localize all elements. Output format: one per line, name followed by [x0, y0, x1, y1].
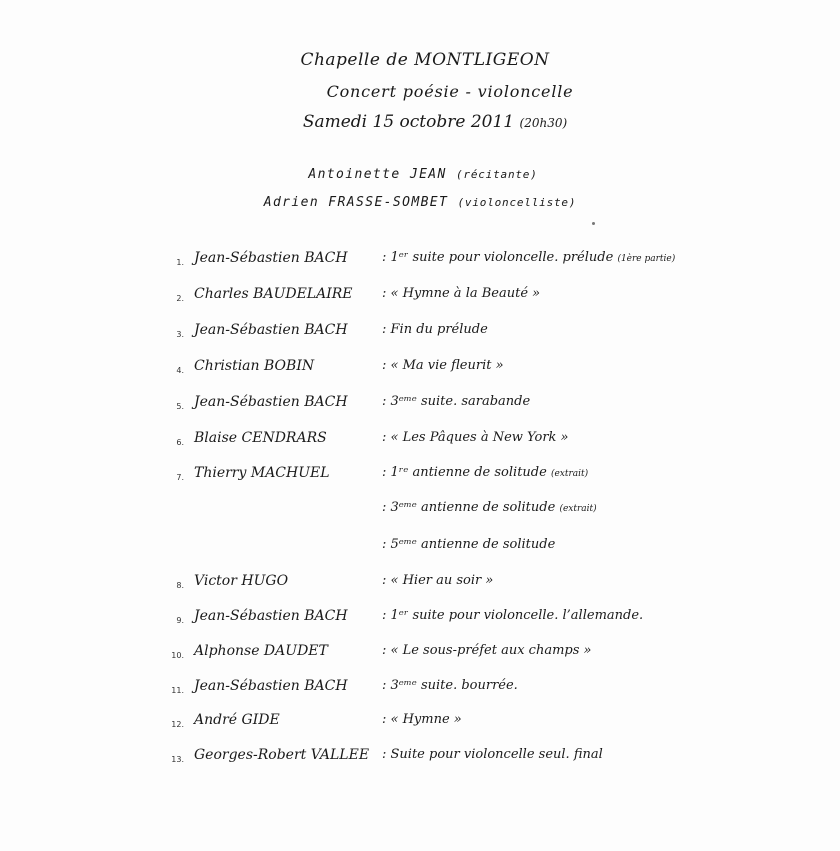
item-number: 5.: [176, 402, 184, 411]
item-number: 13.: [171, 755, 184, 764]
program-item: [0, 608, 840, 634]
program-item: [0, 394, 840, 420]
program-item: [0, 500, 840, 526]
item-author: Jean-Sébastien BACH: [194, 250, 348, 266]
item-number: 12.: [171, 720, 184, 729]
item-author: André GIDE: [194, 712, 280, 728]
performer-name: Antoinette JEAN: [308, 167, 447, 182]
item-note: (1ère partie): [617, 254, 676, 264]
program-item: [0, 322, 840, 348]
item-note: (extrait): [559, 504, 597, 514]
item-work: : « Hymne à la Beauté »: [382, 286, 541, 301]
item-work: : 1ʳᵉ antienne de solitude: [382, 465, 547, 480]
program-item: [0, 250, 840, 276]
item-work: : 5ᵉᵐᵉ antienne de solitude: [382, 537, 556, 552]
item-work-wrap: [382, 286, 540, 301]
item-author: Jean-Sébastien BACH: [194, 608, 348, 624]
item-work: : « Hier au soir »: [382, 573, 494, 588]
item-number: 4.: [176, 366, 184, 375]
item-number: 9.: [176, 616, 184, 625]
item-work-wrap: [382, 608, 643, 623]
item-work: : « Ma vie fleurit »: [382, 358, 504, 373]
date-text: Samedi 15 octobre 2011: [302, 112, 515, 132]
item-work: : « Le sous-préfet aux champs »: [382, 643, 592, 658]
program-item: [0, 430, 840, 456]
item-work-wrap: [382, 250, 675, 265]
program-item: [0, 573, 840, 599]
performer-role: (violoncelliste): [457, 196, 577, 209]
item-work-wrap: [382, 430, 569, 445]
performer-name: Adrien FRASSE-SOMBET: [263, 195, 449, 210]
time-text: (20h30): [519, 116, 568, 130]
program-item: [0, 678, 840, 704]
item-work: : 1ᵉʳ suite pour violoncelle. prélude: [382, 250, 614, 265]
item-note: (extrait): [550, 469, 589, 479]
item-work: : « Hymne »: [382, 712, 462, 727]
item-author: Jean-Sébastien BACH: [194, 322, 348, 338]
item-work: : Suite pour violoncelle seul. final: [382, 747, 603, 762]
item-author: Jean-Sébastien BACH: [194, 678, 348, 694]
concert-subtitle: Concert poésie - violoncelle: [326, 82, 574, 101]
item-work: : 3ᵉᵐᵉ antienne de solitude: [382, 500, 556, 515]
performer-2: [0, 195, 840, 210]
speck-mark: [592, 222, 595, 225]
program-item: [0, 537, 840, 563]
item-work-wrap: [382, 678, 518, 693]
item-author: Christian BOBIN: [194, 358, 315, 374]
item-number: 10.: [171, 651, 184, 660]
program-item: [0, 286, 840, 312]
program-item: [0, 712, 840, 738]
item-work: : 1ᵉʳ suite pour violoncelle. l’allemande.: [382, 608, 644, 623]
item-work-wrap: [382, 537, 555, 552]
item-author: Blaise CENDRARS: [194, 430, 327, 446]
item-work: : 3ᵉᵐᵉ suite. sarabande: [382, 394, 531, 409]
item-work: : Fin du prélude: [382, 322, 488, 337]
item-work-wrap: [382, 500, 597, 515]
item-number: 1.: [176, 258, 184, 267]
item-number: 7.: [176, 473, 184, 482]
item-work-wrap: [382, 747, 603, 762]
item-work-wrap: [382, 573, 493, 588]
item-work: : « Les Pâques à New York »: [382, 430, 569, 445]
program-item: [0, 465, 840, 491]
item-work-wrap: [382, 394, 530, 409]
performer-role: (récitante): [455, 168, 538, 181]
concert-date: [0, 112, 840, 132]
item-work-wrap: [382, 322, 488, 337]
program-item: [0, 358, 840, 384]
item-work: : 3ᵉᵐᵉ suite. bourrée.: [382, 678, 518, 693]
item-number: 2.: [176, 294, 184, 303]
item-number: 3.: [176, 330, 184, 339]
performer-1: [0, 167, 840, 182]
item-work-wrap: [382, 643, 591, 658]
program-item: [0, 643, 840, 669]
item-author: Georges-Robert VALLEE: [194, 747, 370, 763]
item-work-wrap: [382, 358, 504, 373]
program-item: [0, 747, 840, 773]
venue-title: Chapelle de MONTLIGEON: [300, 50, 550, 70]
item-author: Charles BAUDELAIRE: [194, 286, 353, 302]
item-number: 8.: [176, 581, 184, 590]
item-author: Jean-Sébastien BACH: [194, 394, 348, 410]
item-number: 11.: [171, 686, 184, 695]
item-work-wrap: [382, 465, 588, 480]
item-author: Victor HUGO: [194, 573, 289, 589]
item-number: 6.: [176, 438, 184, 447]
item-author: Alphonse DAUDET: [194, 643, 328, 659]
item-work-wrap: [382, 712, 462, 727]
item-author: Thierry MACHUEL: [194, 465, 330, 481]
